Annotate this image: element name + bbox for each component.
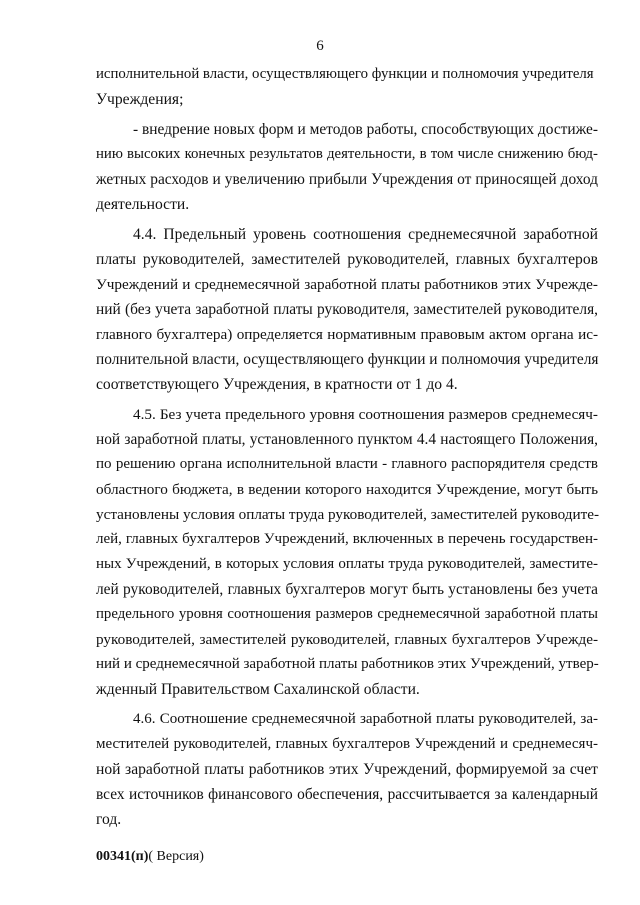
text-line: главного бухгалтера) определяется нормативным правовым актом органа ис- (96, 326, 598, 343)
text-line: установлены условия оплаты труда руководителей, заместителей руководите- (96, 506, 600, 523)
text-line: ной заработной платы, установленного пунктом 4.4 настоящего Положения, (96, 431, 598, 448)
text-line: лей, главных бухгалтеров Учреждений, включенных в перечень государствен- (96, 531, 598, 547)
text-line: соответствующего Учреждения, в кратности от 1 до 4. (96, 376, 458, 393)
page-number: 6 (316, 38, 324, 54)
text-line: по решению органа исполнительной власти - главного распорядителя средств (96, 456, 598, 472)
document-footer (96, 848, 204, 866)
text-line: Учреждений и среднемесячной заработной платы работников этих Учрежде- (96, 276, 598, 293)
text-line: ной заработной платы работников этих Учреждений, формируемой за счет (96, 761, 598, 778)
text-line: нию высоких конечных результатов деятельности, в том числе снижению бюд- (96, 146, 598, 162)
text-line: полнительной власти, осуществляющего функции и полномочия учредителя (96, 351, 599, 368)
text-line: 4.4. Предельный уровень соотношения среднемесячной заработной (133, 226, 598, 243)
text-line: - внедрение новых форм и методов работы, способствующих достиже- (133, 121, 598, 138)
text-line: ний (без учета заработной платы руководителя, заместителей руководителя, (96, 301, 598, 318)
document-version: ( Версия) (148, 849, 204, 864)
text-line: лей руководителей, главных бухгалтеров могут быть установлены без учета (96, 581, 598, 598)
text-line: исполнительной власти, осуществляющего функции и полномочия учредителя (96, 66, 594, 82)
text-line: деятельности. (96, 196, 190, 213)
text-line: ных Учреждений, в которых условия оплаты труда руководителей, заместите- (96, 556, 598, 572)
text-line: предельного уровня соотношения размеров среднемесячной заработной платы (96, 606, 598, 622)
text-line: 4.5. Без учета предельного уровня соотношения размеров среднемесяч- (133, 406, 598, 423)
document-id: 00341(п) (96, 849, 149, 864)
text-line: Учреждения; (96, 91, 184, 108)
text-line: областного бюджета, в ведении которого находится Учреждение, могут быть (96, 481, 598, 498)
text-line: всех источников финансового обеспечения, рассчитывается за календарный (96, 786, 598, 803)
text-line: руководителей, заместителей руководителей, главных бухгалтеров Учрежде- (96, 631, 598, 648)
text-line: жетных расходов и увеличению прибыли Учреждения от приносящей доход (96, 171, 598, 188)
text-line: 4.6. Соотношение среднемесячной заработной платы руководителей, за- (133, 711, 598, 727)
text-line: платы руководителей, заместителей руководителей, главных бухгалтеров (96, 251, 598, 268)
text-line: местителей руководителей, главных бухгалтеров Учреждений и среднемесяч- (96, 736, 598, 752)
text-line: ний и среднемесячной заработной платы работников этих Учреждений, утвер- (96, 656, 599, 672)
text-line: жденный Правительством Сахалинской области. (96, 681, 420, 698)
text-line: год. (96, 811, 122, 828)
